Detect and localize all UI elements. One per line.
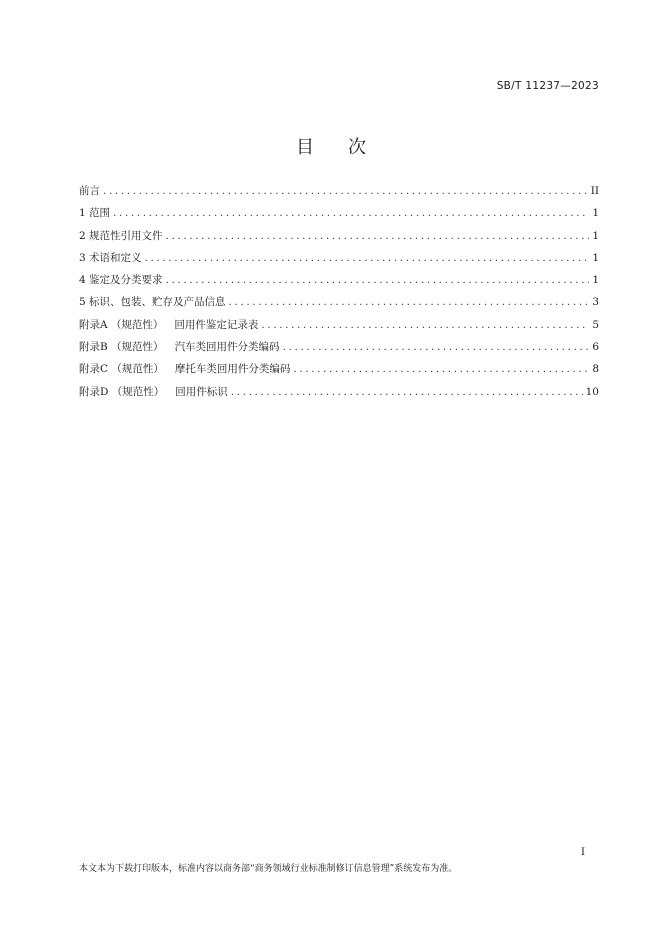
toc-entry-label: 3 术语和定义 xyxy=(79,251,142,264)
toc-entry-page: 8 xyxy=(592,363,599,376)
toc-entry-page: 1 xyxy=(592,274,599,287)
page-number: I xyxy=(581,847,585,858)
toc-entry-label xyxy=(79,314,258,336)
footer-note: 本文本为下载打印版本，标准内容以商务部“商务领域行业标准制修订信息管理”系统发布为准。 xyxy=(79,864,458,874)
toc-leader-dots xyxy=(231,381,583,403)
toc-entry-label: 2 规范性引用文件 xyxy=(79,229,163,242)
toc-entry-page: 1 xyxy=(592,207,599,220)
toc-entry-foreword[interactable] xyxy=(79,180,599,202)
toc-entry-label: 4 鉴定及分类要求 xyxy=(79,274,163,287)
toc-entry-label: 前言 xyxy=(79,185,100,197)
toc-leader-dots xyxy=(261,314,589,336)
toc-leader-dots xyxy=(166,225,590,247)
annex-label: 附录B （规范性） xyxy=(79,341,164,354)
toc-leader-dots xyxy=(229,291,590,313)
annex-label: 附录C （规范性） xyxy=(79,363,164,376)
toc-entry-page: II xyxy=(590,185,599,197)
toc-entry-label xyxy=(79,381,228,403)
table-of-contents xyxy=(79,180,599,403)
toc-entry-normative-references[interactable] xyxy=(79,225,599,247)
toc-leader-dots xyxy=(283,336,590,358)
toc-entry-annex-c[interactable] xyxy=(79,358,599,380)
toc-entry-appraisal-classification[interactable] xyxy=(79,269,599,291)
toc-entry-page: 1 xyxy=(592,229,599,242)
toc-entry-page: 6 xyxy=(592,341,599,354)
toc-entry-page: 10 xyxy=(585,385,599,398)
toc-entry-label xyxy=(79,336,280,358)
toc-entry-label: 5 标识、包装、贮存及产品信息 xyxy=(79,296,226,309)
toc-leader-dots xyxy=(103,180,588,202)
toc-entry-marking-packaging[interactable] xyxy=(79,291,599,313)
toc-entry-annex-b[interactable] xyxy=(79,336,599,358)
annex-title: 回用件标识 xyxy=(175,385,228,398)
toc-leader-dots xyxy=(113,202,589,224)
toc-leader-dots xyxy=(293,358,589,380)
toc-entry-scope[interactable] xyxy=(79,202,599,224)
toc-entry-annex-a[interactable] xyxy=(79,314,599,336)
toc-entry-label xyxy=(79,358,290,380)
annex-title: 回用件鉴定记录表 xyxy=(174,318,259,331)
annex-title: 摩托车类回用件分类编码 xyxy=(174,363,291,376)
toc-title: 目次 xyxy=(296,137,400,158)
annex-title: 汽车类回用件分类编码 xyxy=(174,341,280,354)
toc-entry-page: 1 xyxy=(592,251,599,264)
standard-code: SB/T 11237—2023 xyxy=(496,80,599,92)
toc-leader-dots xyxy=(145,247,590,269)
toc-entry-page: 5 xyxy=(592,318,599,331)
toc-entry-page: 3 xyxy=(592,296,599,309)
toc-leader-dots xyxy=(166,269,590,291)
annex-label: 附录A （规范性） xyxy=(79,318,164,331)
toc-entry-terms-definitions[interactable] xyxy=(79,247,599,269)
toc-entry-annex-d[interactable] xyxy=(79,381,599,403)
toc-entry-label: 1 范围 xyxy=(79,207,111,220)
annex-label: 附录D （规范性） xyxy=(79,385,165,398)
